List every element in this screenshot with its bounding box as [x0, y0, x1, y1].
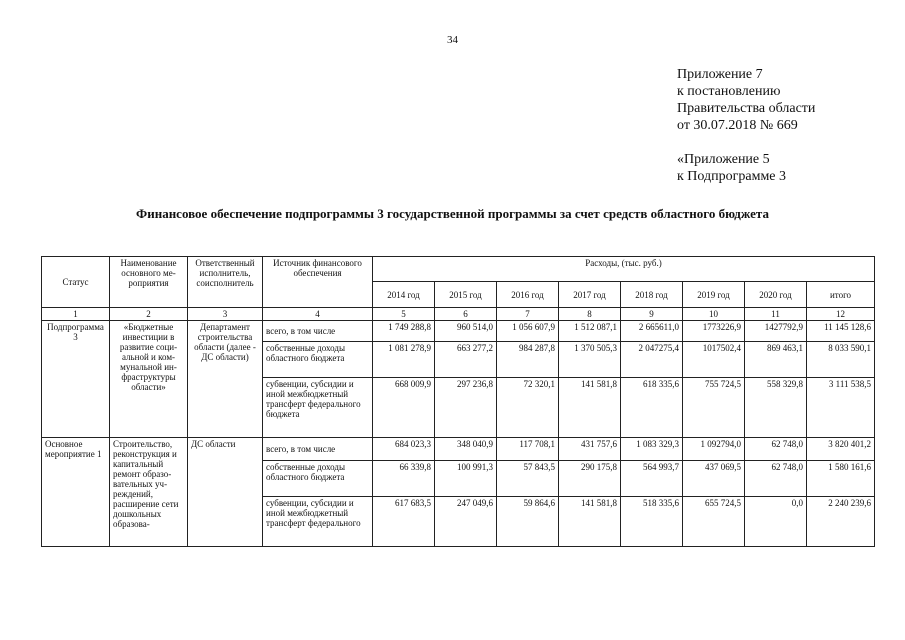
value-cell: 141 581,8 — [559, 378, 621, 438]
value-cell: 117 708,1 — [497, 438, 559, 461]
value-cell: 141 581,8 — [559, 497, 621, 547]
row-source: всего, в том числе — [263, 438, 373, 461]
value-cell: 1 749 288,8 — [373, 321, 435, 342]
value-cell: 2 240 239,6 — [807, 497, 875, 547]
header-executor: Ответственный исполнитель, соисполнитель — [188, 257, 263, 308]
appendix-block — [677, 66, 815, 134]
row-status: Основное мероприятие 1 — [42, 438, 110, 547]
value-cell: 290 175,8 — [559, 461, 621, 497]
header-name: Наименование основного мероприятия — [110, 257, 188, 308]
row-status: Подпрограмма 3 — [42, 321, 110, 438]
column-number: 6 — [435, 308, 497, 321]
value-cell: 2 047275,4 — [621, 342, 683, 378]
value-cell: 960 514,0 — [435, 321, 497, 342]
page-number: 34 — [447, 34, 458, 46]
value-cell: 3 820 401,2 — [807, 438, 875, 461]
financing-table — [41, 256, 875, 547]
value-cell: 1 056 607,9 — [497, 321, 559, 342]
column-number: 9 — [621, 308, 683, 321]
header-year: 2019 год — [683, 282, 745, 308]
value-cell: 2 665611,0 — [621, 321, 683, 342]
appendix-line: Приложение 7 — [677, 67, 763, 82]
header-expenses: Расходы, (тыс. руб.) — [373, 257, 875, 282]
row-source: всего, в том числе — [263, 321, 373, 342]
row-source: субвенции, субсидии и иной межбюджетный трансферт федерального — [263, 497, 373, 547]
value-cell: 100 991,3 — [435, 461, 497, 497]
column-number: 3 — [188, 308, 263, 321]
column-number: 5 — [373, 308, 435, 321]
value-cell: 663 277,2 — [435, 342, 497, 378]
value-cell: 62 748,0 — [745, 461, 807, 497]
row-source: субвенции, субсидии и иной межбюджетный трансферт федерального бюджета — [263, 378, 373, 438]
value-cell: 564 993,7 — [621, 461, 683, 497]
appendix-line: к постановлению — [677, 84, 781, 99]
row-name: Строительство, реконструкция и капитальный ремонт образовательных учреждений, расширение сети дошкольных образова- — [110, 438, 188, 547]
value-cell: 8 033 590,1 — [807, 342, 875, 378]
value-cell: 66 339,8 — [373, 461, 435, 497]
header-year: 2018 год — [621, 282, 683, 308]
table-row — [42, 321, 875, 342]
value-cell: 57 843,5 — [497, 461, 559, 497]
document-title: Финансовое обеспечение подпрограммы 3 государственной программы за счет средств областного бюджета — [136, 206, 769, 221]
value-cell: 247 049,6 — [435, 497, 497, 547]
value-cell: 1 512 087,1 — [559, 321, 621, 342]
value-cell: 518 335,6 — [621, 497, 683, 547]
header-status: Статус — [42, 257, 110, 308]
value-cell: 755 724,5 — [683, 378, 745, 438]
header-total: итого — [807, 282, 875, 308]
value-cell: 437 069,5 — [683, 461, 745, 497]
header-year: 2016 год — [497, 282, 559, 308]
value-cell: 348 040,9 — [435, 438, 497, 461]
header-source: Источник финансового обеспечения — [263, 257, 373, 308]
header-year: 2020 год — [745, 282, 807, 308]
column-number-row — [42, 308, 875, 321]
header-year: 2014 год — [373, 282, 435, 308]
column-number: 4 — [263, 308, 373, 321]
value-cell: 684 023,3 — [373, 438, 435, 461]
value-cell: 655 724,5 — [683, 497, 745, 547]
value-cell: 1427792,9 — [745, 321, 807, 342]
column-number: 12 — [807, 308, 875, 321]
value-cell: 72 320,1 — [497, 378, 559, 438]
value-cell: 1 083 329,3 — [621, 438, 683, 461]
column-number: 7 — [497, 308, 559, 321]
column-number: 10 — [683, 308, 745, 321]
appendix-line: Правительства области — [677, 101, 816, 116]
value-cell: 1 081 278,9 — [373, 342, 435, 378]
value-cell: 1 092794,0 — [683, 438, 745, 461]
value-cell: 1773226,9 — [683, 321, 745, 342]
column-number: 1 — [42, 308, 110, 321]
value-cell: 668 009,9 — [373, 378, 435, 438]
value-cell: 869 463,1 — [745, 342, 807, 378]
appendix-line: от 30.07.2018 № 669 — [677, 118, 798, 133]
appendix-reference-line: «Приложение 5 — [677, 152, 770, 167]
value-cell: 11 145 128,6 — [807, 321, 875, 342]
value-cell: 984 287,8 — [497, 342, 559, 378]
row-executor: Департамент строительства области (далее - ДС области) — [188, 321, 263, 438]
column-number: 8 — [559, 308, 621, 321]
row-source: собственные доходы областного бюджета — [263, 342, 373, 378]
row-source: собственные доходы областного бюджета — [263, 461, 373, 497]
row-executor: ДС области — [188, 438, 263, 547]
appendix-reference-line: к Подпрограмме 3 — [677, 169, 787, 184]
value-cell: 1017502,4 — [683, 342, 745, 378]
value-cell: 1 370 505,3 — [559, 342, 621, 378]
value-cell: 1 580 161,6 — [807, 461, 875, 497]
value-cell: 618 335,6 — [621, 378, 683, 438]
value-cell: 0,0 — [745, 497, 807, 547]
column-number: 11 — [745, 308, 807, 321]
column-number: 2 — [110, 308, 188, 321]
value-cell: 297 236,8 — [435, 378, 497, 438]
value-cell: 3 111 538,5 — [807, 378, 875, 438]
header-year: 2017 год — [559, 282, 621, 308]
appendix-reference-block — [677, 151, 786, 185]
value-cell: 558 329,8 — [745, 378, 807, 438]
table-row — [42, 438, 875, 461]
row-name: «Бюджетные инвестиции в развитие социальной и коммунальной инфраструктуры области» — [110, 321, 188, 438]
value-cell: 431 757,6 — [559, 438, 621, 461]
header-year: 2015 год — [435, 282, 497, 308]
value-cell: 62 748,0 — [745, 438, 807, 461]
value-cell: 617 683,5 — [373, 497, 435, 547]
value-cell: 59 864,6 — [497, 497, 559, 547]
